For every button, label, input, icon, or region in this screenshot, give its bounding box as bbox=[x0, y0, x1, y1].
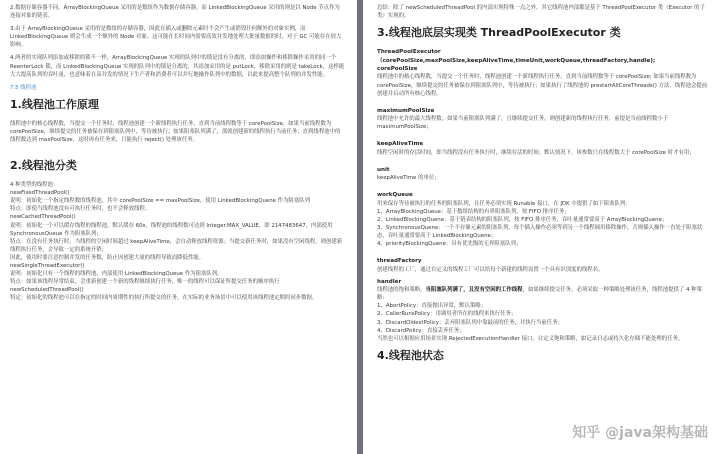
param-desc: 线程池中允许的最大线程数。如果当前阻塞队列满了，且继续提交任务，则创建新的线程执行任务，前提是当前线程数小于 maximumPoolSize； bbox=[377, 116, 669, 131]
heading-pool-state: 4.线程池状态 bbox=[377, 348, 444, 362]
heading-pool-types: 2.线程池分类 bbox=[10, 159, 77, 173]
param-term: handler bbox=[377, 278, 402, 285]
list-intro: 4 种类型的线程池： bbox=[10, 182, 59, 189]
watermark-text: 知乎 @java架构基础 bbox=[572, 425, 708, 441]
paragraph: 2.数据存储容器不同。ArrayBlockingQueue 采用的是数组作为数据存储容器，而 LinkedBlockingQueue 采用的则是以 Node 节点作为连接对象的链表。 bbox=[10, 5, 340, 20]
param-desc: 线程池中的核心线程数，当提交一个任务时，线程池创建一个新线程执行任务，直到当前线程数等于 corePoolSize; 如果当前线程数为 corePoolSize，继续提交的任务被保存到阻塞队列中，等待被执行；如果执行了线程池的 prestartAllCoreThreads() 方法，线程池会提前创建并启动所有核心线程。 bbox=[377, 74, 708, 97]
param-term: unit bbox=[377, 166, 390, 173]
section-link[interactable]: 7.5 线程池 bbox=[10, 84, 37, 91]
param-term: threadFactory bbox=[377, 258, 422, 265]
pool-name: newSingleThreadExecutor() bbox=[10, 262, 85, 269]
pool-desc: 说明：初始化一个可以缓存线程的线程池，默认缓存 60s，线程池的线程数可达到 Integer.MAX_VALUE，即 2147483647，内部使用 SynchronousQueue 作为阻塞队列； bbox=[10, 222, 333, 237]
pool-name: newFixedThreadPool() bbox=[10, 190, 70, 197]
heading-principle: 1.线程池工作原理 bbox=[10, 97, 99, 111]
pool-desc: 特点：如果该线程异常结束，会重新创建一个新的线程继续执行任务，唯一的线程可以保证所提交任务的顺序执行 bbox=[10, 279, 280, 286]
param-desc: keepAliveTime 的单位； bbox=[377, 175, 440, 182]
policy-item: 4、DiscardPolicy：直接丢弃任务； bbox=[377, 327, 465, 334]
left-page bbox=[0, 0, 357, 454]
queue-item: 3、SynchronousQuene：一个不存储元素的阻塞队列，每个插入操作必须等到另一个线程调用移除操作，否则插入操作一直处于阻塞状态，吞吐量通常要高于 LinkedBlockingQuene； bbox=[377, 224, 703, 240]
policy-item: 2、CallerRunsPolicy：用调用者所在的线程来执行任务； bbox=[377, 311, 517, 318]
policy-item: 3、DiscardOldestPolicy：丢弃阻塞队列中靠最前的任务，并执行当前任务； bbox=[377, 319, 563, 326]
summary-paragraph: 总结：除了 newScheduledThreadPool 的内部实现特殊一点之外，其它线程池内部都是基于 ThreadPoolExecutor 类（Executor 的子类）实现的。 bbox=[377, 5, 705, 20]
param-term: keepAliveTime bbox=[377, 141, 424, 148]
pool-desc: 说明：初始化只有一个线程的线程池，内部使用 LinkedBlockingQueue 作为阻塞队列。 bbox=[10, 271, 223, 278]
handler-desc bbox=[377, 286, 708, 302]
watermark bbox=[572, 422, 708, 442]
handler-pre: 线程池的饱和策略， bbox=[377, 287, 426, 294]
closing-paragraph: 当然也可以根据应用场景实现 RejectedExecutionHandler 接口，自定义饱和策略，如记录日志或持久化存储不能处理的任务。 bbox=[377, 335, 684, 342]
param-term: workQueue bbox=[377, 192, 413, 199]
pool-desc: 说明：初始化一个指定线程数的线程池，其中 corePoolSize == maxPoolSize，使用 LinkedBlockingQuene 作为阻塞队列 bbox=[10, 198, 310, 205]
handler-bold: 当阻塞队列满了，且没有空闲的工作线程 bbox=[425, 287, 523, 294]
pool-desc: 特点：即使当线程池没有可执行任务时，也不会释放线程。 bbox=[10, 206, 151, 213]
queue-item: 1、ArrayBlockingQueue：基于数组结构的有界阻塞队列，按 FIFO 排序任务； bbox=[377, 208, 570, 215]
paragraph: 4.两者的实现队列添加或移除的锁不一样，ArrayBlockingQueue 实现的队列中的锁是没有分离的，即添加操作和移除操作采用的同一个 ReenterLock 锁，而 LinkedBlockingQueue 实现的队列中的锁是分离的，其添加采用的是 putLock，移除采用的则是 takeLock，这样能大大提高队列的吞吐量，也意味着在高并发的情况下生产者和消费者可以并行地操作队列中的数据，以此来提高整个队列的并发性能。 bbox=[10, 55, 345, 78]
queue-item: 4、priorityBlockingQuene：具有优先级的无界阻塞队列； bbox=[377, 241, 522, 248]
param-term: maximumPoolSize bbox=[377, 107, 435, 114]
queue-item: 2、LinkedBlockingQuene：基于链表结构的阻塞队列，按 FIFO 排序任务，吞吐量通常要高于 ArrayBlockingQuene； bbox=[377, 216, 668, 223]
pool-name: newCachedThreadPool() bbox=[10, 214, 76, 221]
policy-item: 1、AbortPolicy：直接抛出异常，默认策略； bbox=[377, 303, 487, 310]
right-page bbox=[363, 0, 720, 454]
param-term: corePoolSize bbox=[377, 66, 418, 72]
constructor-signature: ThreadPoolExecutor（corePoolSize,maxPoolSize,keepAliveTime,timeUnit,workQueue,threadFactory,handle); bbox=[377, 49, 656, 64]
heading-executor: 3.线程池底层实现类 ThreadPoolExecutor 类 bbox=[377, 26, 621, 40]
paragraph: 3.由于 ArrayBlockingQueue 采用的是数组的存储容器，因此在插入或删除元素时不会产生或销毁任何额外的对象实例，而 LinkedBlockingQueue 则会生成一个额外的 Node 对象。这可能在长时间内需要高效并发地处理大批量数据的时，对于 GC 可能存在较大影响。 bbox=[10, 26, 342, 49]
pool-desc: 因此，使用时要注意控制并发的任务数，防止因创建大量的线程导致而降低性能。 bbox=[10, 254, 205, 261]
param-desc: 创建线程的工厂，通过自定义的线程工厂可以给每个新建的线程设置一个具有识别度的线程名。 bbox=[377, 266, 604, 273]
pool-name: newScheduledThreadPool() bbox=[10, 287, 84, 294]
param-desc: 线程空闲时的存活时间，即当线程没有任务执行时，继续存活的时间；默认情况下，该参数只在线程数大于 corePoolSize 时才有用； bbox=[377, 149, 695, 156]
pool-desc: 特点：在没有任务执行时，当线程的空闲时间超过 keepAliveTime，会自动释放线程资源；当提交新任务时，如果没有空闲线程，则创建新线程执行任务，会导致一定的系统开销； bbox=[10, 238, 343, 253]
handler-post: ，如果继续提交任务，必须采取一种策略处理该任务，线程池提供了 4 种策略： bbox=[377, 287, 702, 302]
pool-desc: 特定：初始化的线程池可以在指定的时间内周期性的执行所提交的任务，在实际的业务场景中可以使用该线程池定期的同步数据。 bbox=[10, 295, 318, 302]
paragraph: 线程池中的核心线程数，当提交一个任务时，线程池创建一个新线程执行任务，直到当前线程数等于 corePoolSize，如果当前线程数为 corePoolSize，继续提交的任务被保存到阻塞队列中，等待被执行；如果阻塞队列满了，那就创建新的线程执行当前任务；直到线程池中的线程数达到 maxPoolSize，这时再有任务来，只能执行 reject() 处理该任务。 bbox=[10, 120, 341, 143]
param-desc: 用来保存等待被执行的任务的阻塞队列，且任务必须实现 Runable 接口，在 JDK 中提供了如下阻塞队列： bbox=[377, 200, 631, 207]
